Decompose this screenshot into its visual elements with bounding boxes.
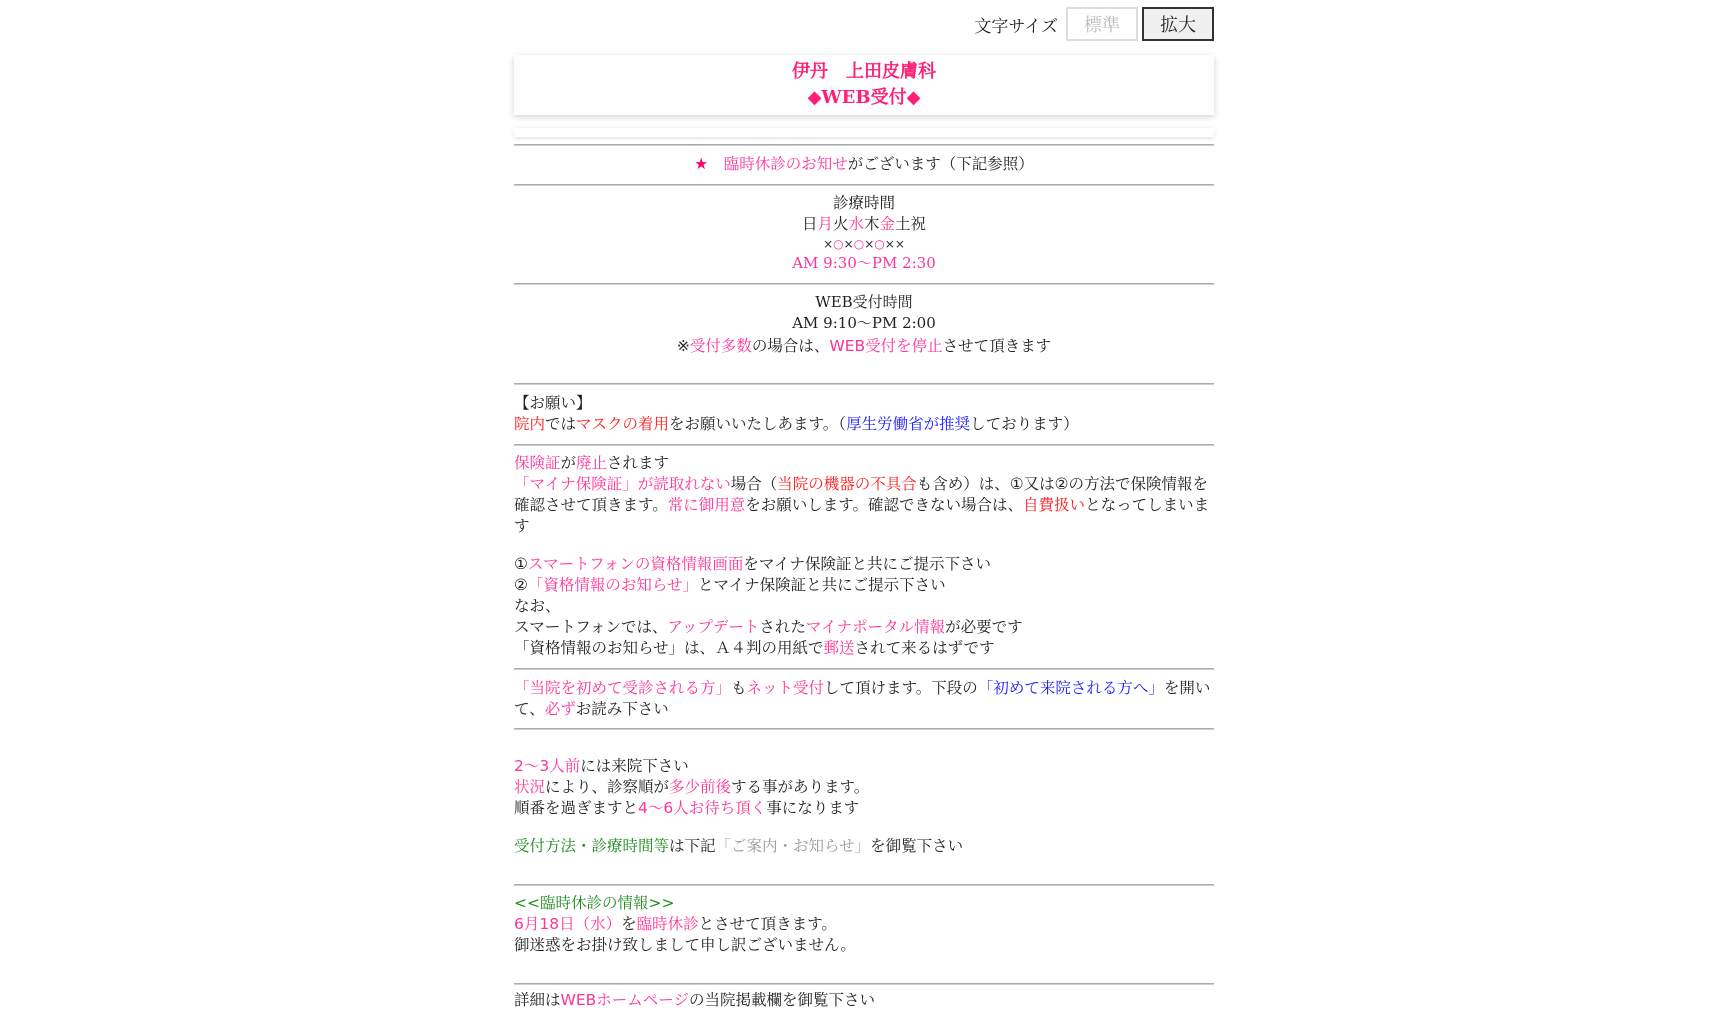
text-highlight: マスクの着用 <box>576 415 670 433</box>
font-size-large-button[interactable]: 拡大 <box>1142 7 1214 41</box>
option-2 <box>514 575 1214 596</box>
text: 事になります <box>766 799 860 817</box>
text-highlight: 厚生労働省が推奨 <box>846 415 971 433</box>
text-highlight: 「当院を初めて受診される方」 <box>514 679 732 697</box>
text: が <box>560 454 577 472</box>
text: して頂けます。下段の <box>824 679 978 697</box>
closed-mark-icon: × <box>864 237 875 251</box>
open-mark-icon: ○ <box>874 237 885 251</box>
day-mon: 月 <box>817 215 833 233</box>
text: お読み下さい <box>575 700 669 718</box>
closed-mark-icon: × <box>884 237 895 251</box>
divider <box>514 144 1214 146</box>
text: を御覧下さい <box>870 837 964 855</box>
note-highlight: WEB受付を停止 <box>829 337 943 355</box>
mail-note <box>514 638 1214 659</box>
first-visit-section <box>514 678 1214 720</box>
font-size-normal-button[interactable]: 標準 <box>1066 7 1138 41</box>
mask-request <box>514 414 1214 435</box>
homepage-link[interactable]: WEBホームページ <box>560 991 689 1009</box>
day-fri: 金 <box>879 215 896 233</box>
font-size-label: 文字サイズ <box>974 16 1058 37</box>
text-highlight: 当院の機器の不具合 <box>777 475 917 493</box>
text-highlight: 2～3人前 <box>514 757 581 775</box>
text-highlight: スマートフォンの資格情報画面 <box>527 555 744 573</box>
text: ① <box>514 555 528 573</box>
option-1 <box>514 554 1214 575</box>
text-highlight: 受付方法・診療時間等 <box>514 837 670 855</box>
note-highlight: 受付多数 <box>689 337 752 355</box>
text-highlight: 状況 <box>514 778 546 796</box>
arrival-section <box>514 756 1214 857</box>
text: も <box>731 679 747 697</box>
note-mark: ※ <box>676 337 690 355</box>
open-marks-row <box>514 235 1214 253</box>
day-tue: 火 <box>832 215 849 233</box>
font-size-control <box>514 6 1214 42</box>
closure-date: 6月18日（水） <box>514 915 622 933</box>
closed-mark-icon: × <box>823 237 834 251</box>
day-thu: 木 <box>864 215 880 233</box>
text: しております） <box>970 415 1079 433</box>
status-bar <box>514 128 1214 137</box>
text: ② <box>514 576 528 594</box>
page-subtitle: ◆WEB受付◆ <box>807 87 921 108</box>
weekday-row <box>514 214 1214 235</box>
note-text: の場合は、 <box>751 337 830 355</box>
text-highlight: マイナポータル情報 <box>805 618 946 636</box>
closure-title: <<臨時休診の情報>> <box>514 894 675 912</box>
text-highlight: 常に御用意 <box>667 496 746 514</box>
web-hours-title: WEB受付時間 <box>815 293 913 311</box>
text: の当院掲載欄を御覧下さい <box>688 991 875 1009</box>
insurance-section <box>514 453 1214 659</box>
text: とマイナ保険証と共にご提示下さい <box>697 576 946 594</box>
insurance-explanation <box>514 474 1214 537</box>
text-highlight: アップデート <box>667 618 760 636</box>
text-highlight: 自費扱い <box>1023 496 1086 514</box>
divider <box>514 668 1214 670</box>
clinic-name: 伊丹 上田皮膚科 <box>792 61 936 82</box>
divider <box>514 184 1214 186</box>
day-sun: 日 <box>801 215 818 233</box>
closure-section <box>514 893 1214 956</box>
day-sat: 土 <box>895 215 911 233</box>
clinic-hours-time: AM 9:30～PM 2:30 <box>792 254 936 272</box>
day-wed: 水 <box>848 215 864 233</box>
text: では <box>545 415 577 433</box>
text: 順番を過ぎますと <box>514 799 639 817</box>
text: が必要です <box>945 618 1023 636</box>
request-title: 【お願い】 <box>514 394 592 412</box>
request-section <box>514 393 1214 435</box>
clinic-hours-title: 診療時間 <box>832 194 895 212</box>
text: 詳細は <box>514 991 561 1009</box>
closure-notice-link[interactable]: 臨時休診のお知せ <box>708 155 848 173</box>
divider <box>514 444 1214 446</box>
text: をお願いします。確認できない場合は、 <box>745 496 1024 514</box>
text: されます <box>607 454 670 472</box>
clinic-hours <box>514 193 1214 274</box>
text-highlight: 「資格情報のお知らせ」 <box>527 576 698 594</box>
main-column <box>514 55 1214 137</box>
first-visit-link[interactable]: 「初めて来院される方へ」 <box>977 679 1164 697</box>
text: された <box>759 618 806 636</box>
divider <box>514 983 1214 985</box>
divider <box>514 283 1214 285</box>
text: 「資格情報のお知らせ」は、Ａ４判の用紙で <box>514 639 824 657</box>
smartphone-note <box>514 617 1214 638</box>
text-highlight: 4～6人お待ち頂く <box>638 799 767 817</box>
text-highlight: ネット受付 <box>746 679 825 697</box>
star-icon: ★ <box>694 155 709 173</box>
divider <box>514 884 1214 886</box>
details-line <box>514 990 1214 1011</box>
text: を <box>621 915 637 933</box>
text: する事があります。 <box>731 778 870 796</box>
text: をお願いいたしあます。（ <box>669 415 847 433</box>
web-hours <box>514 292 1214 357</box>
apology-text: 御迷惑をお掛け致しまして申し訳ございません。 <box>514 936 856 954</box>
text-highlight: 臨時休診 <box>636 915 699 933</box>
text: をマイナ保険証と共にご提示下さい <box>743 555 992 573</box>
header-card <box>514 55 1214 115</box>
text: となってしまいます <box>514 496 1210 535</box>
text: を開いて、 <box>514 679 1211 718</box>
divider <box>514 728 1214 730</box>
day-hol: 祝 <box>910 215 927 233</box>
text-highlight: 院内 <box>514 415 546 433</box>
open-mark-icon: ○ <box>833 237 844 251</box>
closed-mark-icon: × <box>894 237 905 251</box>
note-text: させて頂きます <box>942 337 1052 355</box>
text-highlight: 必ず <box>544 700 576 718</box>
notice-text: がございます（下記参照） <box>847 155 1034 173</box>
text: なお、 <box>514 597 561 615</box>
text: には来院下さい <box>580 757 689 775</box>
text-highlight: 廃止 <box>576 454 608 472</box>
text: 場合（ <box>730 475 778 493</box>
text-highlight: 多少前後 <box>669 778 732 796</box>
insurance-headline <box>514 453 1214 474</box>
text: とさせて頂きます。 <box>698 915 837 933</box>
text: は下記 <box>669 837 716 855</box>
guide-link[interactable]: 「ご案内・お知らせ」 <box>715 837 871 855</box>
closed-mark-icon: × <box>843 237 854 251</box>
text-highlight: 郵送 <box>823 639 855 657</box>
divider <box>514 383 1214 385</box>
text: スマートフォンでは、 <box>514 618 668 636</box>
web-hours-time: AM 9:10～PM 2:00 <box>792 314 936 332</box>
closure-notice-line[interactable] <box>514 154 1214 175</box>
text: されて来るはずです <box>854 639 995 657</box>
text-highlight: 保険証 <box>514 454 561 472</box>
text-highlight: 「マイナ保険証」が読取れない <box>514 475 731 493</box>
open-mark-icon: ○ <box>853 237 865 251</box>
text: により、診察順が <box>545 778 670 796</box>
web-hours-note <box>514 336 1214 357</box>
text: も含め）は、①又は②の方法で保険情報を確認させて頂きます。 <box>514 475 1209 514</box>
